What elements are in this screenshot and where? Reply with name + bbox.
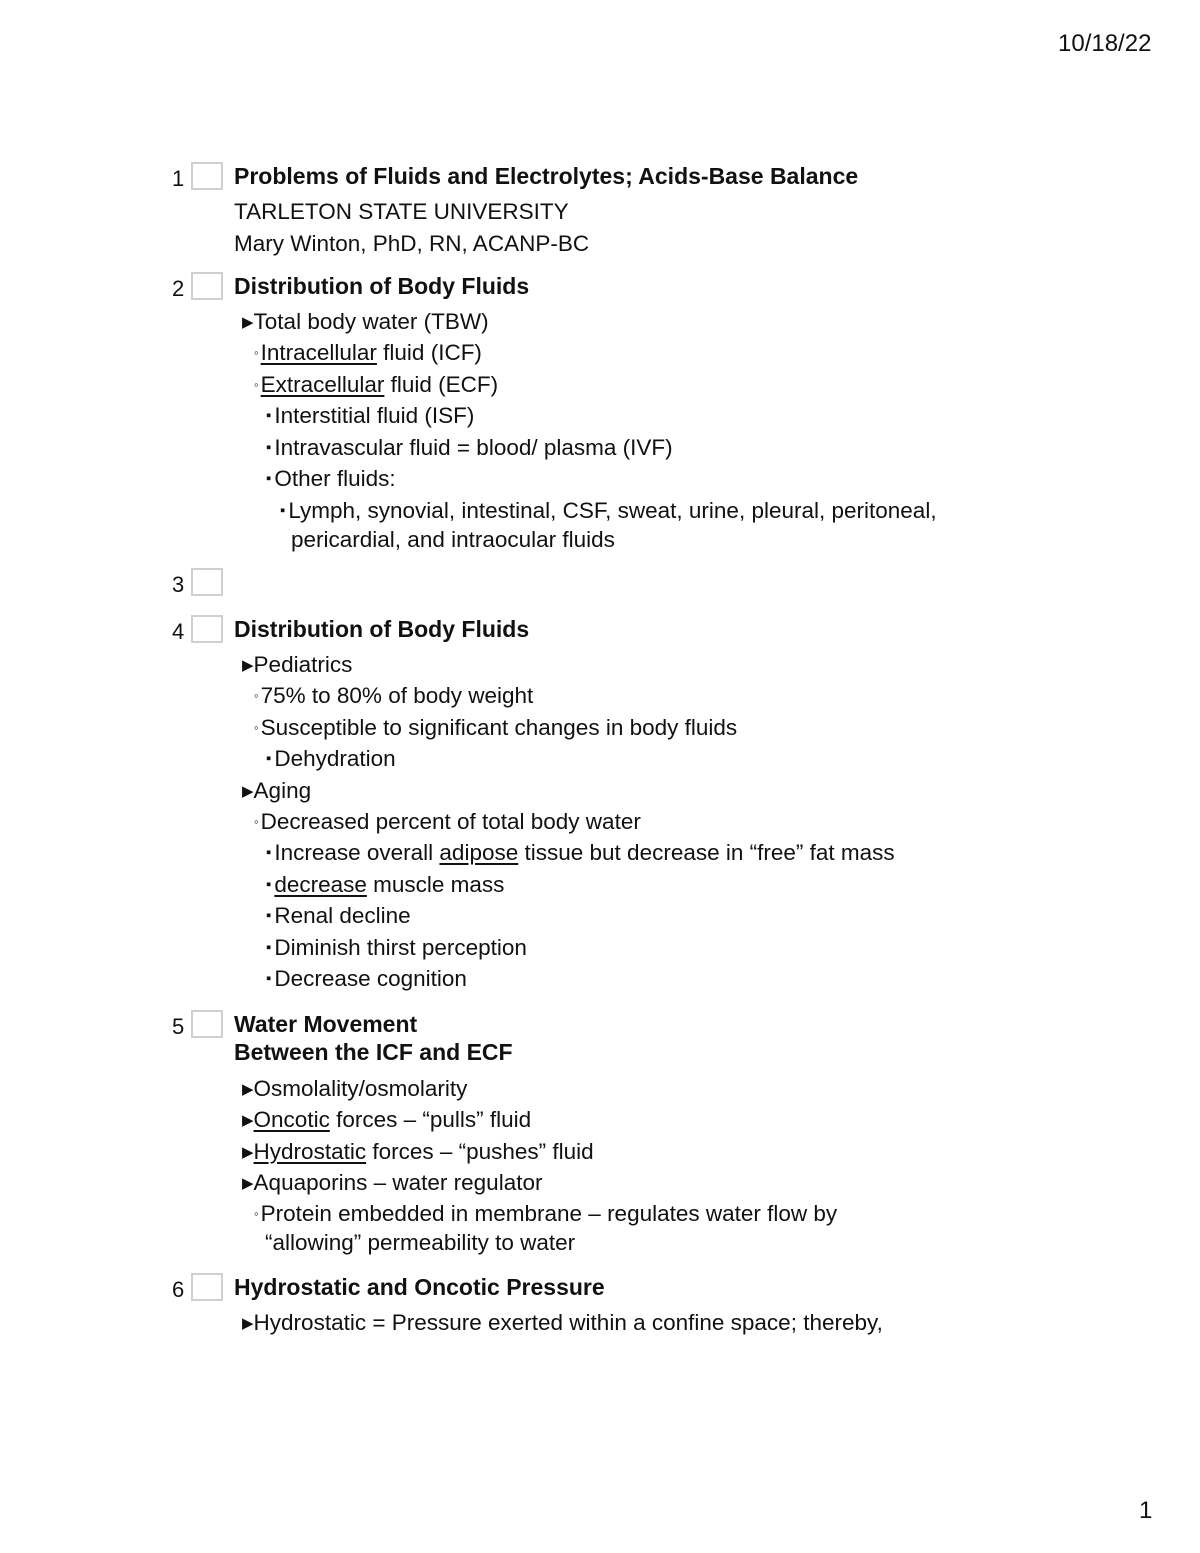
triangle-bullet-icon: ▶ [242, 1081, 254, 1098]
slide-line: Mary Winton, PhD, RN, ACANP-BC [234, 231, 590, 256]
bullet-item: ▶Hydrostatic forces – “pushes” fluid [234, 1136, 1134, 1167]
slide-title: Water Movement [234, 1011, 418, 1037]
square-bullet-icon: ▪ [266, 907, 272, 925]
slide-thumbnail-box[interactable] [191, 1010, 223, 1038]
bullet-item: ◦Susceptible to significant changes in body fluids [234, 712, 1134, 743]
bullet-item: ◦Decreased percent of total body water [234, 806, 1134, 837]
bullet-item: ▪ Diminish thirst perception [234, 932, 1134, 963]
bullet-item: ▪ Other fluids: [234, 463, 1134, 494]
slide-number: 6 [172, 1277, 185, 1302]
square-bullet-icon: ▪ [266, 938, 272, 956]
bullet-item: ◦Extracellular fluid (ECF) [234, 369, 1134, 400]
square-bullet-icon: ▪ [266, 407, 272, 425]
bullet-item: ▪ Dehydration [234, 743, 1134, 774]
slide-thumbnail-box[interactable] [191, 272, 223, 300]
slide-number: 5 [172, 1014, 185, 1039]
square-bullet-icon: ▪ [266, 438, 272, 456]
bullet-item: ▪ Intravascular fluid = blood/ plasma (IVF) [234, 432, 1134, 463]
bullet-item: ◦Intracellular fluid (ICF) [234, 337, 1134, 368]
bullet-item: ▶Total body water (TBW) [234, 306, 1134, 337]
square-bullet-icon: ▪ [266, 844, 272, 862]
slide-thumbnail-box[interactable] [191, 568, 223, 596]
bullet-item: ▶Aging [234, 775, 1134, 806]
slide-number: 3 [172, 572, 185, 597]
bullet-item: ▶Aquaporins – water regulator [234, 1167, 1134, 1198]
slide-thumbnail-box[interactable] [191, 615, 223, 643]
bullet-item: ▶Osmolality/osmolarity [234, 1073, 1134, 1104]
slide-title-line-2: Between the ICF and ECF [234, 1039, 513, 1065]
circle-bullet-icon: ◦ [254, 719, 259, 735]
slide-number: 2 [172, 276, 185, 301]
circle-bullet-icon: ◦ [254, 688, 259, 704]
square-bullet-icon: ▪ [266, 969, 272, 987]
circle-bullet-icon: ◦ [254, 1205, 259, 1221]
slide-title: Distribution of Body Fluids [234, 273, 530, 299]
triangle-bullet-icon: ▶ [242, 657, 254, 674]
bullet-item-continuation: “allowing” permeability to water [265, 1229, 576, 1255]
triangle-bullet-icon: ▶ [242, 1112, 254, 1130]
triangle-bullet-icon: ▶ [242, 782, 254, 800]
bullet-item: ▪ Decrease cognition [234, 963, 1134, 994]
slide-title: Hydrostatic and Oncotic Pressure [234, 1274, 605, 1300]
bullet-item: ▶Pediatrics [234, 649, 1134, 680]
bullet-item: ▪ Increase overall adipose tissue but decrease in “free” fat mass [234, 837, 1134, 868]
bullet-item: ▪ Lymph, synovial, intestinal, CSF, sweat, urine, pleural, peritoneal, [280, 498, 937, 524]
slide-title: Problems of Fluids and Electrolytes; Acids-Base Balance [234, 163, 859, 189]
triangle-bullet-icon: ▶ [242, 1315, 254, 1332]
bullet-item: ◦75% to 80% of body weight [234, 680, 1134, 711]
square-bullet-icon: ▪ [266, 469, 272, 487]
slide-thumbnail-box[interactable] [191, 162, 223, 190]
circle-bullet-icon: ◦ [254, 813, 259, 829]
square-bullet-icon: ▪ [280, 502, 286, 520]
square-bullet-icon: ▪ [266, 875, 272, 893]
page-date: 10/18/22 [1058, 30, 1152, 57]
bullet-item: ◦Protein embedded in membrane – regulates water flow by [254, 1200, 838, 1226]
bullet-item: ▪ Interstitial fluid (ISF) [234, 400, 1134, 431]
bullet-item: ▶Hydrostatic = Pressure exerted within a confine space; thereby, [234, 1307, 1134, 1338]
slide-line: TARLETON STATE UNIVERSITY [234, 199, 569, 224]
bullet-item: ▪ Renal decline [234, 900, 1134, 931]
slide-number: 4 [172, 619, 185, 644]
circle-bullet-icon: ◦ [254, 376, 259, 392]
circle-bullet-icon: ◦ [254, 345, 259, 361]
slide-title: Distribution of Body Fluids [234, 616, 530, 642]
slide-number: 1 [172, 166, 185, 191]
bullet-item: ▪ decrease muscle mass [234, 869, 1134, 900]
slide-thumbnail-box[interactable] [191, 1273, 223, 1301]
square-bullet-icon: ▪ [266, 750, 272, 768]
bullet-item: ▶Oncotic forces – “pulls” fluid [234, 1104, 1134, 1135]
triangle-bullet-icon: ▶ [242, 1175, 254, 1193]
bullet-item-continuation: pericardial, and intraocular fluids [291, 527, 615, 553]
triangle-bullet-icon: ▶ [242, 314, 254, 331]
triangle-bullet-icon: ▶ [242, 1143, 254, 1161]
page-number: 1 [1139, 1497, 1153, 1524]
